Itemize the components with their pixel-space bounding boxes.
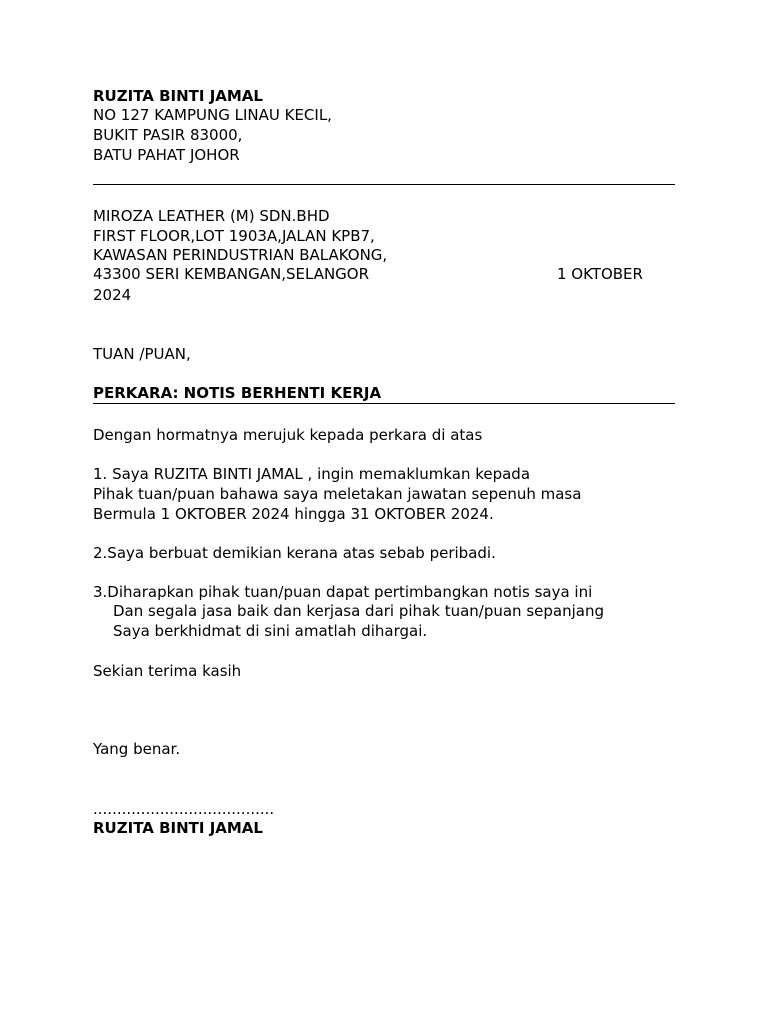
recipient-address-line1: FIRST FLOOR,LOT 1903A,JALAN KPB7, (93, 227, 375, 245)
signature-line: ...................................... (93, 800, 275, 818)
sender-name: RUZITA BINTI JAMAL (93, 87, 263, 105)
subject-line: PERKARA: NOTIS BERHENTI KERJA (93, 384, 382, 402)
sender-address-line2: BUKIT PASIR 83000, (93, 126, 243, 144)
letter-date-year: 2024 (93, 286, 132, 304)
letter-date-day-month: 1 OKTOBER (557, 265, 643, 283)
paragraph-3-line3: Saya berkhidmat di sini amatlah dihargai. (113, 622, 428, 640)
paragraph-3-line2: Dan segala jasa baik dan kerjasa dari pihak tuan/puan sepanjang (113, 602, 604, 620)
paragraph-1-line2: Pihak tuan/puan bahawa saya meletakan jawatan sepenuh masa (93, 485, 582, 503)
recipient-address-line2: KAWASAN PERINDUSTRIAN BALAKONG, (93, 246, 388, 264)
recipient-address-line3: 43300 SERI KEMBANGAN,SELANGOR (93, 265, 370, 283)
header-divider (93, 184, 675, 185)
recipient-company: MIROZA LEATHER (M) SDN.BHD (93, 207, 330, 225)
signoff-label: Yang benar. (93, 740, 181, 758)
paragraph-1-line3: Bermula 1 OKTOBER 2024 hingga 31 OKTOBER 2024. (93, 505, 494, 523)
paragraph-2-line1: 2.Saya berbuat demikian kerana atas sebab peribadi. (93, 544, 496, 562)
closing-line: Sekian terima kasih (93, 662, 242, 680)
paragraph-3-line1: 3.Diharapkan pihak tuan/puan dapat pertimbangkan notis saya ini (93, 583, 593, 601)
sender-address-line3: BATU PAHAT JOHOR (93, 146, 240, 164)
salutation: TUAN /PUAN, (93, 345, 191, 363)
paragraph-1-line1: 1. Saya RUZITA BINTI JAMAL , ingin memaklumkan kepada (93, 465, 531, 483)
subject-underline (93, 403, 675, 404)
sender-address-line1: NO 127 KAMPUNG LINAU KECIL, (93, 106, 332, 124)
signatory-name: RUZITA BINTI JAMAL (93, 819, 263, 837)
body-opening: Dengan hormatnya merujuk kepada perkara di atas (93, 426, 483, 444)
